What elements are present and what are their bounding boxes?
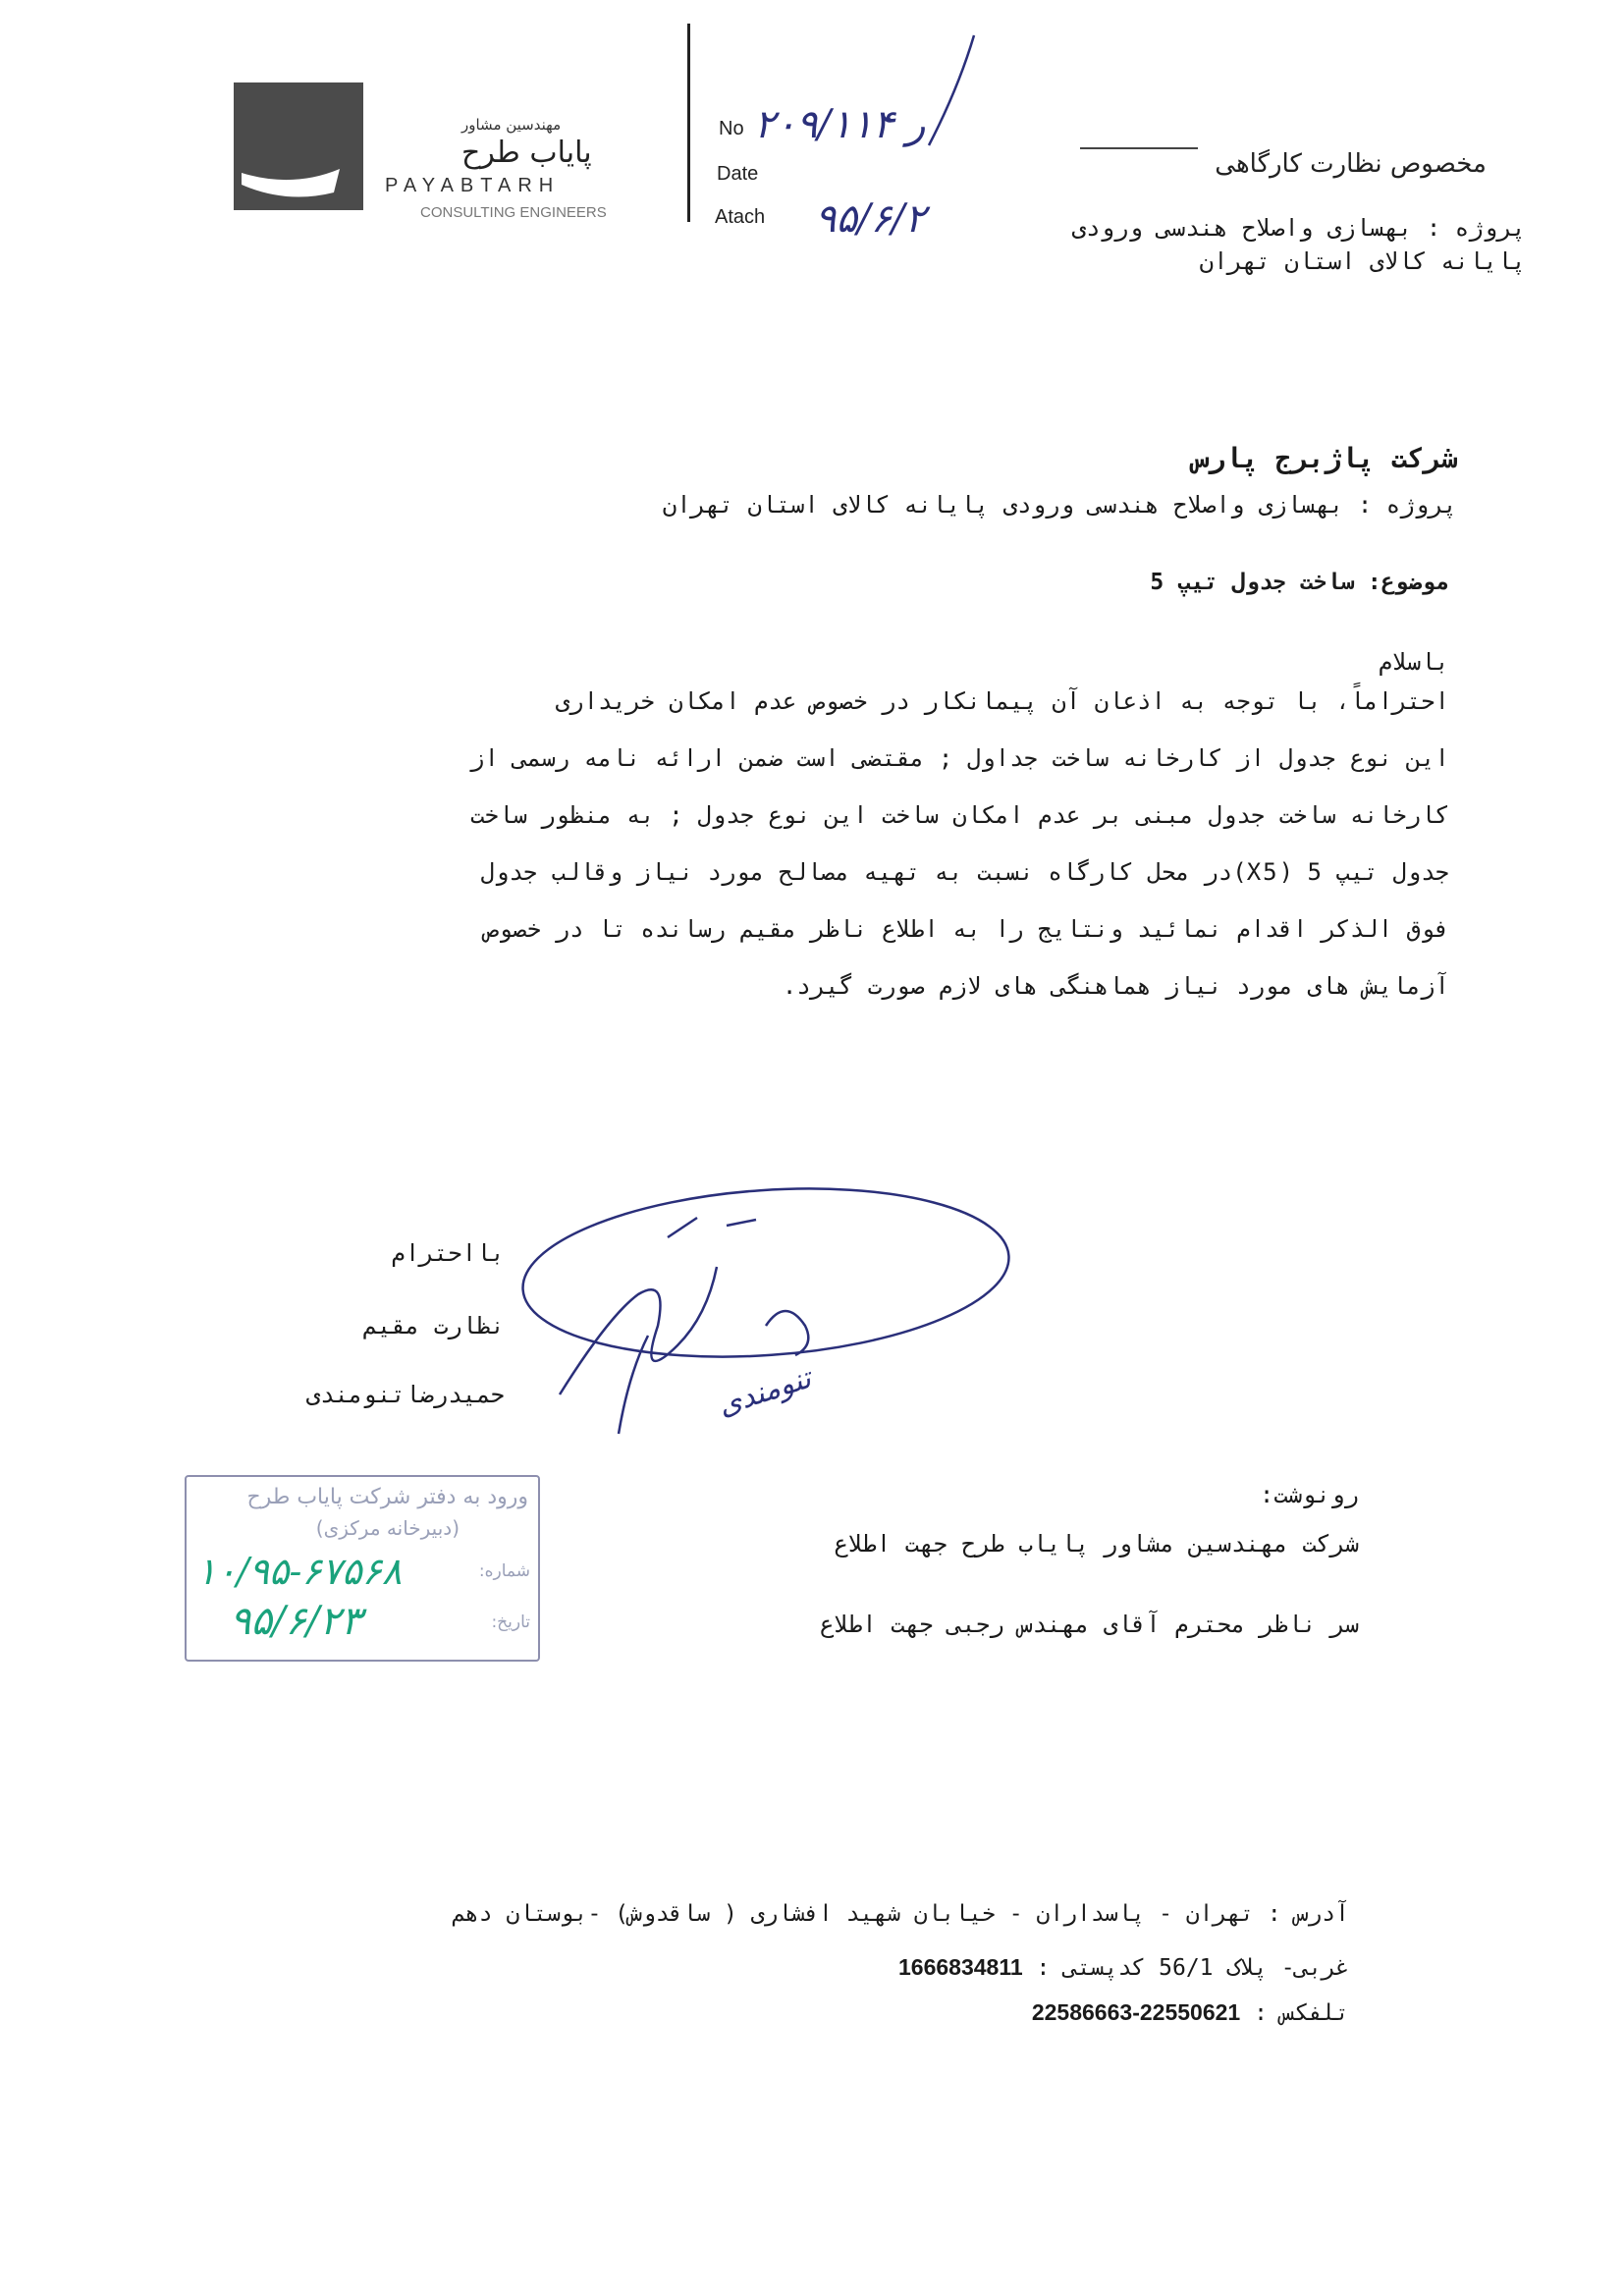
cc-item-1: شرکت مهندسین مشاور پایاب طرح جهت اطلاع	[834, 1530, 1359, 1558]
letter-number: ۲۰۹/ر ۱۱۴	[754, 102, 926, 147]
stamp-number-value: ۱۰/۹۵-۶۷۵۶۸	[196, 1550, 403, 1593]
date-label: Date	[717, 163, 759, 185]
signature-handwritten-name: تنومندی	[713, 1360, 816, 1424]
stamp-line2: (دبیرخانه مرکزی)	[315, 1516, 460, 1540]
no-label: No	[719, 118, 744, 139]
confidential-underline	[1080, 147, 1198, 149]
footer-telfax	[1032, 1999, 1349, 2026]
confidential-label: مخصوص نظارت کارگاهی	[1215, 149, 1487, 179]
attach-label: Atach	[715, 206, 766, 228]
signature-title: نظارت مقیم	[362, 1312, 505, 1339]
recipient-company: شرکت پاژبرج پارس	[1192, 442, 1457, 474]
footer-address-line2	[898, 1954, 1349, 1981]
recipient-project: پروژه : بهسازی واصلاح هندسی ورودی پایانه کالای استان تهران	[662, 491, 1457, 519]
stamp-date-value: ۹۵/۶/۲۳	[230, 1599, 362, 1644]
subject-line: موضوع: ساخت جدول تیپ 5	[1150, 570, 1449, 595]
logo-persian-subtitle: مهندسین مشاور	[461, 116, 562, 134]
body-line-2: این نوع جدول از کارخانه ساخت جداول ; مقتضی است ضمن ارائه نامه رسمی از	[470, 744, 1449, 772]
cc-item-2: سر ناظر محترم آقای مهندس رجبی جهت اطلاع	[819, 1611, 1359, 1638]
header-project-line1: پروژه : بهسازی واصلاح هندسی ورودی	[1071, 214, 1526, 242]
company-logo	[234, 82, 363, 210]
signature-closing: بااحترام	[391, 1239, 505, 1267]
registry-stamp	[185, 1475, 540, 1662]
body-line-4: جدول تیپ 5 (X5)در محل کارگاه نسبت به تهیه مصالح مورد نیاز وقالب جدول	[480, 858, 1449, 886]
footer-address-line1: آدرس : تهران - پاسداران - خیابان شهید افشاری ( ساقدوش) -بوستان دهم	[452, 1901, 1349, 1927]
greeting: باسلام	[1378, 648, 1449, 676]
logo-english-subtitle: CONSULTING ENGINEERS	[420, 204, 607, 221]
header-divider	[687, 24, 690, 222]
footer-address-prefix: غربی- پلاک 56/1 کدپستی :	[1036, 1955, 1349, 1981]
body-line-6: آزمایش های مورد نیاز هماهنگی های لازم صورت گیرد.	[782, 972, 1449, 1000]
logo-persian-name: پایاب طرح	[461, 136, 592, 170]
stamp-number-label: شماره:	[478, 1561, 530, 1581]
footer-telfax-label: تلفکس :	[1254, 2000, 1349, 2026]
letter-date: ۹۵/۶/۲	[815, 196, 926, 242]
signature-icon	[520, 1178, 1051, 1444]
footer-telfax-value: 22550621-22586663	[1031, 1999, 1241, 2025]
logo-mark-icon	[234, 82, 363, 210]
footer-postal-code: 1666834811	[897, 1954, 1023, 1980]
cc-label: رونوشت:	[1259, 1481, 1359, 1508]
logo-english-name: PAYABTARH	[385, 175, 561, 196]
body-line-5: فوق الذکر اقدام نمائید ونتایج را به اطلاع ناظر مقیم رسانده تا در خصوص	[484, 915, 1449, 943]
stamp-line1: ورود به دفتر شرکت پایاب طرح	[246, 1485, 528, 1509]
stamp-date-label: تاریخ:	[491, 1613, 530, 1632]
body-line-3: کارخانه ساخت جدول مبنی بر عدم امکان ساخت این نوع جدول ; به منظور ساخت	[470, 801, 1449, 829]
header-project-line2: پایانه کالای استان تهران	[1199, 247, 1526, 275]
body-line-1: احتراماً، با توجه به اذعان آن پیمانکار در خصوص عدم امکان خریداری	[555, 687, 1449, 715]
pen-stroke-icon	[923, 29, 982, 157]
signature-name: حمیدرضاتنومندی	[305, 1381, 505, 1408]
